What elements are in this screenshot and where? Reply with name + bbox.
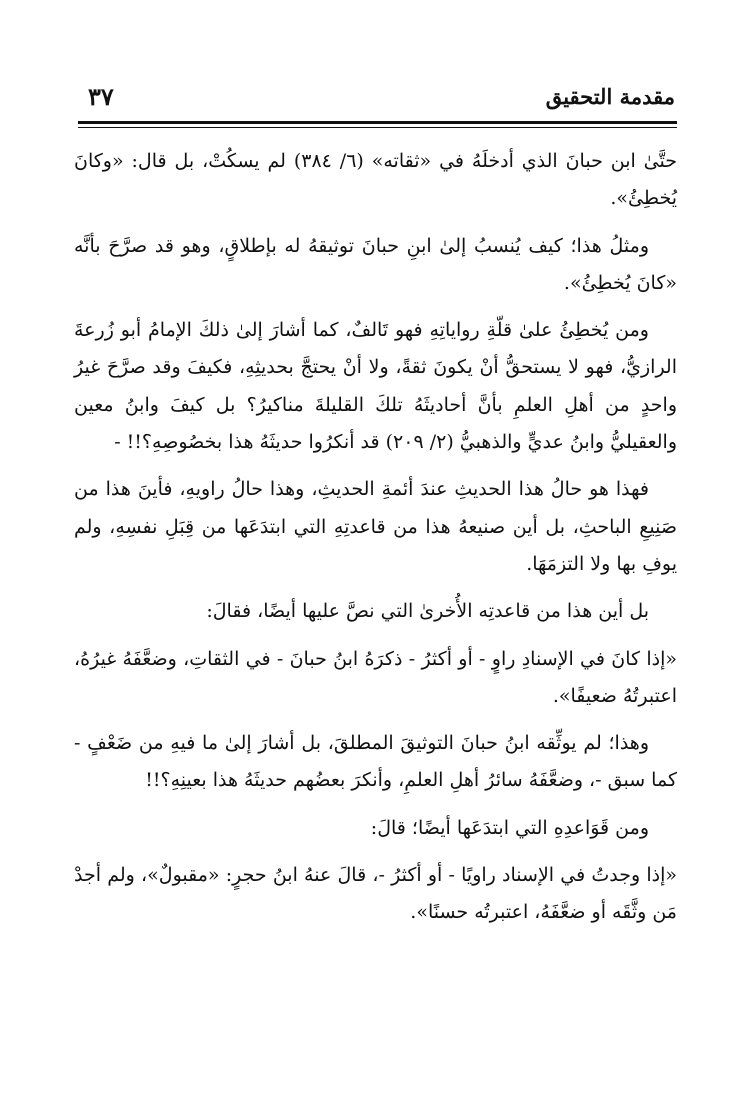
paragraph: حتَّىٰ ابن حبانَ الذي أدخلَهُ في «ثقاته» (٦/ ٣٨٤) لم يسكُتْ، بل قال: «وكانَ يُخطِئُ». xyxy=(74,150,677,210)
paragraph: ومن قَوَاعدِهِ التي ابتدَعَها أيضًا؛ قالَ: xyxy=(370,816,649,839)
header-rule-thin xyxy=(78,127,677,128)
header-rule-thick xyxy=(78,121,677,124)
paragraph: بل أين هذا من قاعدتِه الأُخرىٰ التي نصَّ عليها أيضًا، فقالَ: xyxy=(206,600,649,623)
paragraph: وهذا؛ لم يوثِّقه ابنُ حبانَ التوثيقَ المطلقَ، بل أشارَ إلىٰ ما فيهِ من ضَعْفٍ - كما سبق -، وضعَّفَهُ سائرُ أهلِ العلمِ، وأنكرَ بعضُهم حديثَهُ هذا بعينِهِ؟!! xyxy=(74,732,677,792)
quoted-rule: «إذا كانَ في الإسنادِ راوٍ - أو أكثرُ - ذكرَهُ ابنُ حبانَ - في الثقاتِ، وضعَّفَهُ غيرُهُ، اعتبرتُهُ ضعيفًا». xyxy=(74,647,677,707)
body-text xyxy=(74,143,677,932)
paragraph: ومن يُخطِئُ علىٰ قلّةِ رواياتِهِ فهو تَالفٌ، كما أشارَ إلىٰ ذلكَ الإمامُ أبو زُرعةَ الرازيُّ، فهو لا يستحقُّ أنْ يكونَ ثقةً، ولا أنْ يحتجَّ بحديثِهِ، فكيفَ وقد صرَّحَ غيرُ واحدٍ من أهلِ العلمِ بأنَّ أحاديثَهُ تلكَ القليلةَ مناكيرُ؟ بل كيفَ وابنُ معين والعقيليُّ وابنُ عديٍّ والذهبيُّ (٢/ ٢٠٩) قد أنكرُوا حديثَهُ هذا بخصُوصِهِ؟!! - xyxy=(74,319,677,454)
quoted-rule: «إذا وجدتُ في الإسناد راويًا - أو أكثرُ -، قالَ عنهُ ابنُ حجرٍ: «مقبولٌ»، ولم أجدْ مَن وثَّقَه أو ضعَّفَهُ، اعتبرتُه حسنًا». xyxy=(74,864,677,924)
paragraph: فهذا هو حالُ هذا الحديثِ عندَ أئمةِ الحديثِ، وهذا حالُ راويهِ، فأينَ هذا من صَنِيعِ الباحثِ، بل أين صنيعهُ هذا من قاعدتِهِ التي ابتدَعَها من قِبَلِ نفسِهِ، ولم يوفِ بها ولا التزمَهَا. xyxy=(74,478,677,575)
page-header xyxy=(88,82,675,118)
paragraph: ومثلُ هذا؛ كيف يُنسبُ إلىٰ ابنِ حبانَ توثيقهُ له بإطلاقٍ، وهو قد صرَّحَ بأنَّه «كانَ يُخطِئُ». xyxy=(74,234,677,294)
running-head-title: مقدمة التحقيق xyxy=(545,84,675,109)
page-number: ٣٧ xyxy=(88,82,114,111)
